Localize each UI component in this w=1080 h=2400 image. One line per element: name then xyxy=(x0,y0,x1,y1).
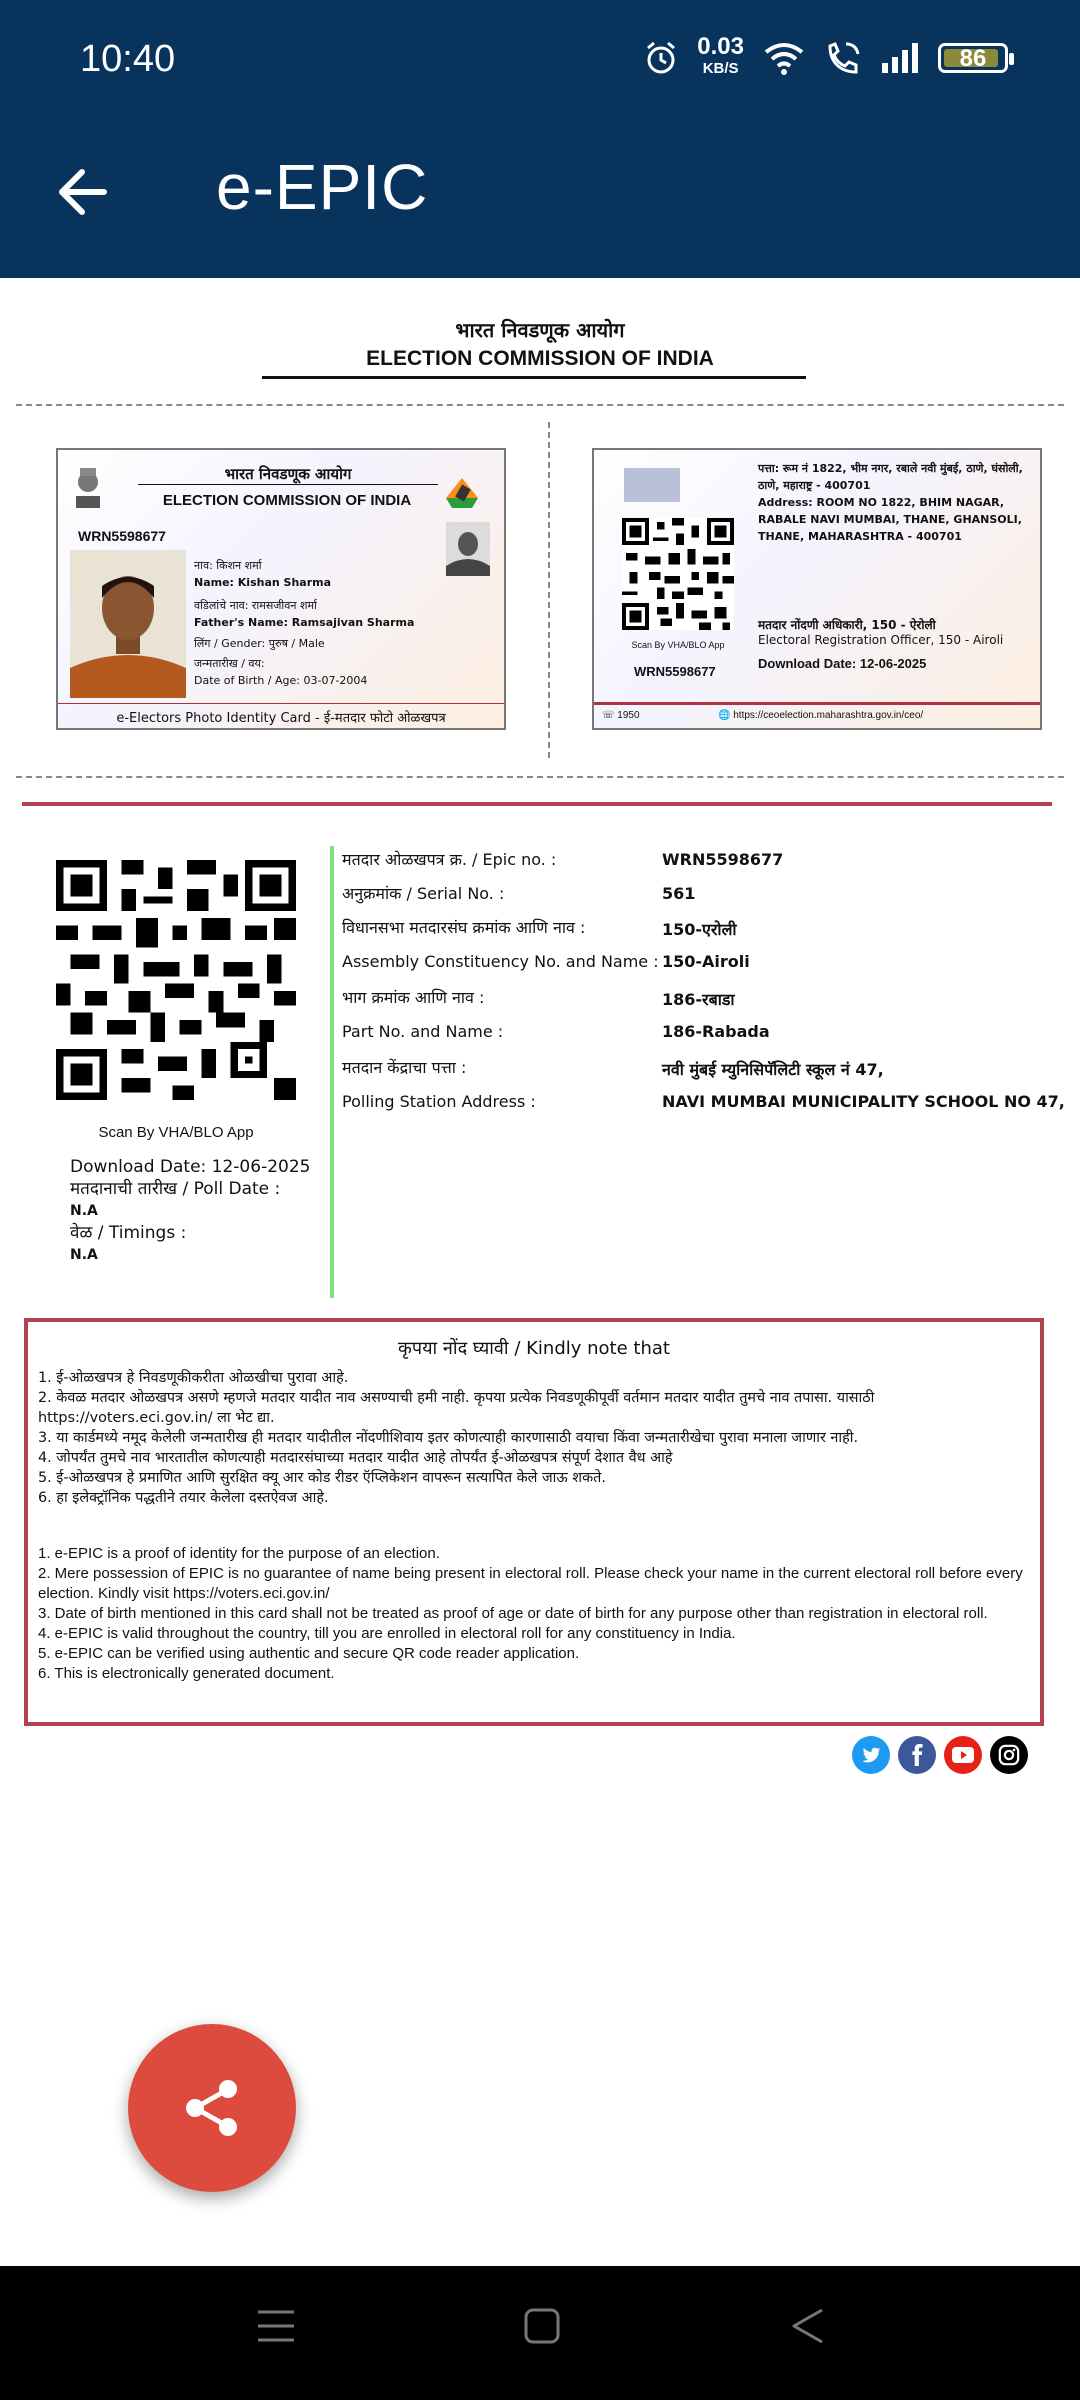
share-icon xyxy=(179,2075,245,2141)
card-qr-code xyxy=(622,518,734,630)
qr-scan-label: Scan By VHA/BLO App xyxy=(98,1124,254,1141)
eci-heading xyxy=(0,316,1080,371)
social-links xyxy=(852,1736,1028,1774)
note-mr-1: 1. ई-ओळखपत्र हे निवडणूकीकरीता ओळखीचा पुरावा आहे. xyxy=(38,1370,349,1386)
card-back-rule xyxy=(594,702,1040,705)
detail-label-part: Part No. and Name : xyxy=(342,1022,504,1041)
card-download-date: Download Date: 12-06-2025 xyxy=(758,656,927,671)
card-dob-english: Date of Birth / Age: 03-07-2004 xyxy=(194,674,368,687)
national-emblem-icon xyxy=(70,460,106,514)
detail-label-assembly: Assembly Constituency No. and Name : xyxy=(342,952,659,971)
card-name-hindi: नाव: किशन शर्मा xyxy=(194,559,262,572)
wifi-call-icon xyxy=(824,40,862,76)
detail-label-epic-hi: मतदार ओळखपत्र क्र. / Epic no. : xyxy=(342,850,557,869)
note-en-1: 1. e-EPIC is a proof of identity for the purpose of an election. xyxy=(38,1545,440,1562)
card-father-english: Father's Name: Ramsajivan Sharma xyxy=(194,616,415,629)
detail-label-serial: अनुक्रमांक / Serial No. : xyxy=(342,884,505,903)
share-button[interactable] xyxy=(128,2024,296,2192)
card-name-english: Name: Kishan Sharma xyxy=(194,576,332,589)
section-divider xyxy=(22,802,1052,806)
detail-label-polling: Polling Station Address : xyxy=(342,1092,536,1111)
card-address-english: Address: ROOM NO 1822, BHIM NAGAR, RABALE NAVI MUMBAI, THANE, GHANSOLI, THANE, MAHARASHTRA - 400701 xyxy=(758,496,1022,543)
card-gender: लिंग / Gender: पुरुष / Male xyxy=(194,637,325,650)
dashed-divider-vertical xyxy=(548,422,550,758)
card-front-footer: e-Electors Photo Identity Card - ई-मतदार फोटो ओळखपत्र xyxy=(116,711,446,726)
details-accent-bar xyxy=(330,846,334,1298)
detail-label-part-hi: भाग क्रमांक आणि नाव : xyxy=(342,988,485,1007)
voter-photo-small xyxy=(446,522,490,576)
card-ero-english: Electoral Registration Officer, 150 - Airoli xyxy=(758,633,1004,647)
card-father-hindi: वडिलांचे नाव: रामसजीवन शर्मा xyxy=(194,599,317,612)
card-url: 🌐 https://ceoelection.maharashtra.gov.in/ceo/ xyxy=(718,710,924,721)
card-address-hindi: पत्ता: रूम नं 1822, भीम नगर, रबाले नवी मुंबई, ठाणे, घंसोली, ठाणे, महाराष्ट्र - 400701 xyxy=(758,462,1023,492)
detail-label-polling-hi: मतदान केंद्राचा पत्ता : xyxy=(342,1058,467,1077)
arrow-left-icon[interactable] xyxy=(52,162,112,222)
poll-date-value: N.A xyxy=(70,1203,98,1219)
detail-label-assembly-hi: विधानसभा मतदारसंघ क्रमांक आणि नाव : xyxy=(342,918,586,937)
battery-level: 86 xyxy=(959,45,987,72)
note-mr-3: 3. या कार्डमध्ये नमूद केलेली जन्मतारीख ही मतदार यादीतील नोंदणीशिवाय इतर कोणत्याही कारणासाठी वयाचा किंवा जन्मतारीखेचा पुरावा मनाला जाणार नाही. xyxy=(38,1430,859,1446)
eci-logo-icon xyxy=(442,472,482,514)
note-en-6: 6. This is electronically generated document. xyxy=(38,1665,335,1682)
net-speed-value: 0.03 xyxy=(697,33,744,60)
timings-label: वेळ / Timings : xyxy=(70,1223,187,1243)
battery-icon xyxy=(938,43,1008,73)
detail-value-assembly: 150-Airoli xyxy=(662,952,750,971)
instagram-icon[interactable] xyxy=(990,1736,1028,1774)
notes-title: कृपया नोंद घ्यावी / Kindly note that xyxy=(398,1338,670,1359)
net-speed xyxy=(697,33,744,80)
card-url-text: https://ceoelection.maharashtra.gov.in/ceo/ xyxy=(733,710,924,721)
card-front-footer-rule xyxy=(58,703,504,704)
eci-heading-english: ELECTION COMMISSION OF INDIA xyxy=(366,347,714,370)
india-map-icon xyxy=(624,468,680,502)
eci-heading-hindi: भारत निवडणूक आयोग xyxy=(455,318,625,342)
detail-value-polling: NAVI MUMBAI MUNICIPALITY SCHOOL NO 47, xyxy=(662,1092,1065,1111)
detail-value-part-hi: 186-रबाडा xyxy=(662,990,735,1009)
note-en-4: 4. e-EPIC is valid throughout the country, till you are enrolled in electoral roll for any constituency in India. xyxy=(38,1625,736,1642)
card-ero xyxy=(758,618,1034,648)
poll-info xyxy=(70,1156,310,1266)
app-title: e-EPIC xyxy=(216,151,429,223)
net-speed-unit: KB/S xyxy=(702,60,739,77)
back-nav-icon[interactable] xyxy=(788,2306,828,2346)
detail-value-part: 186-Rabada xyxy=(662,1022,770,1041)
note-mr-6: 6. हा इलेक्ट्रॉनिक पद्धतीने तयार केलेला दस्तऐवज आहे. xyxy=(38,1490,329,1506)
card-scan-label: Scan By VHA/BLO App xyxy=(631,640,725,650)
timings-value: N.A xyxy=(70,1247,98,1263)
epic-card-front[interactable] xyxy=(56,448,506,730)
notes-english xyxy=(38,1544,1030,1684)
card-front-epic-no: WRN5598677 xyxy=(78,528,166,544)
system-nav-bar xyxy=(0,2266,1080,2400)
download-date: Download Date: 12-06-2025 xyxy=(70,1157,311,1177)
dashed-divider-top xyxy=(16,404,1064,406)
card-helpline-number: 1950 xyxy=(617,710,640,721)
poll-date-label: मतदानाची तारीख / Poll Date : xyxy=(70,1179,281,1199)
epic-card-back[interactable] xyxy=(592,448,1042,730)
app-bar xyxy=(0,0,1080,278)
youtube-icon[interactable] xyxy=(944,1736,982,1774)
detail-value-polling-hi: नवी मुंबई म्युनिसिपॅलिटी स्कूल नं 47, xyxy=(662,1060,884,1079)
card-address xyxy=(758,460,1034,545)
card-back-epic-no: WRN5598677 xyxy=(634,664,716,679)
home-icon[interactable] xyxy=(522,2306,562,2346)
voter-photo xyxy=(70,550,186,698)
menu-icon[interactable] xyxy=(256,2306,296,2346)
note-mr-4: 4. जोपर्यंत तुमचे नाव भारतातील कोणत्याही मतदारसंघाच्या मतदार यादीत आहे तोपर्यंत ई-ओळखपत्र संपूर्ण देशात वैध आहे xyxy=(38,1450,673,1466)
dashed-divider-bottom xyxy=(16,776,1064,778)
wifi-icon xyxy=(762,40,806,76)
card-front-english-title: ELECTION COMMISSION OF INDIA xyxy=(162,492,412,509)
status-time: 10:40 xyxy=(80,38,176,80)
note-en-5: 5. e-EPIC can be verified using authentic and secure QR code reader application. xyxy=(38,1645,580,1662)
signal-icon xyxy=(880,41,920,75)
notes-box xyxy=(24,1318,1044,1726)
notes-marathi xyxy=(38,1368,1030,1508)
detail-value-serial: 561 xyxy=(662,884,696,903)
alarm-icon xyxy=(643,40,679,76)
card-dob-hindi: जन्मतारीख / वय: xyxy=(194,657,265,670)
detail-value-assembly-hi: 150-एरोली xyxy=(662,920,737,939)
facebook-icon[interactable] xyxy=(898,1736,936,1774)
note-mr-2: 2. केवळ मतदार ओळखपत्र असणे म्हणजे मतदार यादीत नाव असण्याची हमी नाही. कृपया प्रत्येक निवडणूकीपूर्वी वर्तमान मतदार यादीत तुमचे नाव तपासा. यासाठी https://voters.eci.gov.in/ ला भेट द्या. xyxy=(38,1390,875,1426)
card-front-hindi-title: भारत निवडणूक आयोग xyxy=(138,464,438,485)
voter-qr-code xyxy=(56,860,296,1100)
status-icons xyxy=(643,33,1008,80)
card-ero-hindi: मतदार नोंदणी अधिकारी, 150 - ऐरोली xyxy=(758,618,936,632)
note-en-3: 3. Date of birth mentioned in this card shall not be treated as proof of age or date of birth for any purpose other than registration in electoral roll. xyxy=(38,1605,988,1622)
heading-underline xyxy=(262,376,806,379)
note-en-2: 2. Mere possession of EPIC is no guarantee of name being present in electoral roll. Please check your name in the current electoral roll before every election. Kindly visit https://voters.eci.gov.in/ xyxy=(38,1565,1023,1602)
card-helpline: ☏ 1950 xyxy=(602,710,640,721)
note-mr-5: 5. ई-ओळखपत्र हे प्रमाणित आणि सुरक्षित क्यू आर कोड रीडर ऍप्लिकेशन वापरून सत्यापित केले जाऊ शकते. xyxy=(38,1470,606,1486)
detail-value-epic: WRN5598677 xyxy=(662,850,784,869)
twitter-icon[interactable] xyxy=(852,1736,890,1774)
